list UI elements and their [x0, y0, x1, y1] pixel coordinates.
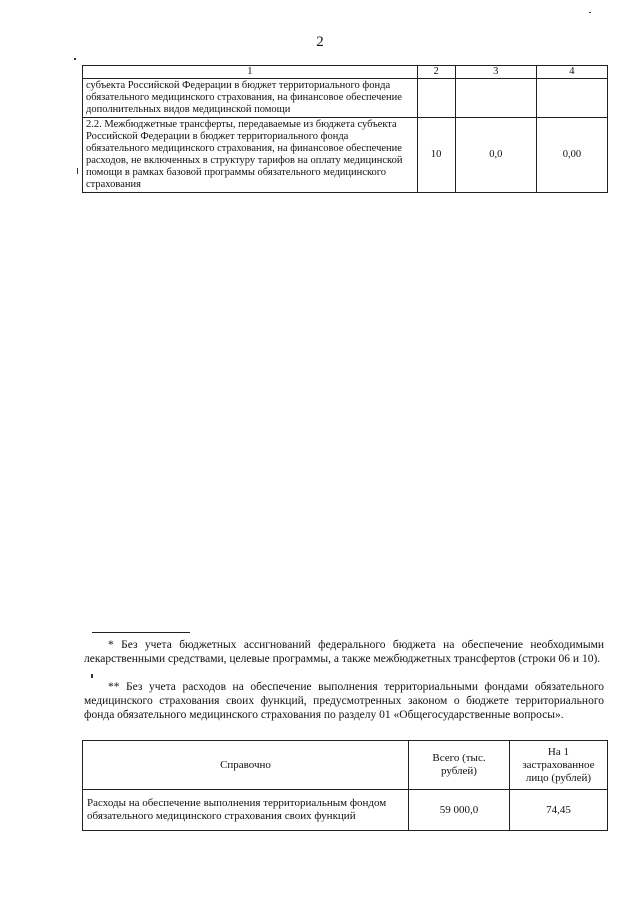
scan-speck	[74, 58, 76, 60]
column-header: 3	[455, 66, 536, 79]
table-row	[83, 790, 608, 831]
table-row	[83, 118, 608, 193]
footnote: ** Без учета расходов на обеспечение выполнения территориальными фондами обязательного медицинского страхования своих функций, предусмотренных законом о бюджете территориального фонда обязательного медицинского страхования по разделу 01 «Общегосударственные вопросы».	[84, 681, 604, 721]
header-per-person: На 1 застрахованное лицо (рублей)	[509, 741, 607, 790]
row-line-number	[417, 79, 455, 118]
row-description: субъекта Российской Федерации в бюджет территориального фонда обязательного медицинского страхования, на финансовое обеспечение дополнительных видов медицинской помощи	[83, 79, 418, 118]
row-value: 0,00	[536, 118, 607, 193]
reference-table	[82, 740, 608, 831]
main-table	[82, 65, 608, 193]
scan-speck	[91, 674, 93, 678]
header-label: Справочно	[83, 741, 409, 790]
footnote: * Без учета бюджетных ассигнований федерального бюджета на обеспечение необходимыми лекарственными средствами, целевые программы, а также межбюджетных трансфертов (строки 06 и 10).	[84, 639, 604, 665]
footnote-divider	[92, 632, 190, 633]
column-header: 2	[417, 66, 455, 79]
row-value	[455, 79, 536, 118]
column-header: 4	[536, 66, 607, 79]
header-total: Всего (тыс. рублей)	[409, 741, 510, 790]
scan-speck	[77, 168, 78, 174]
table-header-row	[83, 741, 608, 790]
row-description: 2.2. Межбюджетные трансферты, передаваемые из бюджета субъекта Российской Федерации в бюджет территориального фонда обязательного медицинского страхования, на финансовое обеспечение расходов, не включенных в структуру тарифов на оплату медицинской помощи в рамках базовой программы обязательного медицинского страхования	[83, 118, 418, 193]
page-number: 2	[316, 34, 324, 50]
row-label: Расходы на обеспечение выполнения территориальным фондом обязательного медицинского страхования своих функций	[83, 790, 409, 831]
table-row	[83, 79, 608, 118]
row-total: 59 000,0	[409, 790, 510, 831]
table-header-row	[83, 66, 608, 79]
column-header: 1	[83, 66, 418, 79]
row-line-number: 10	[417, 118, 455, 193]
row-per-person: 74,45	[509, 790, 607, 831]
row-value	[536, 79, 607, 118]
scan-speck	[589, 12, 591, 13]
row-value: 0,0	[455, 118, 536, 193]
